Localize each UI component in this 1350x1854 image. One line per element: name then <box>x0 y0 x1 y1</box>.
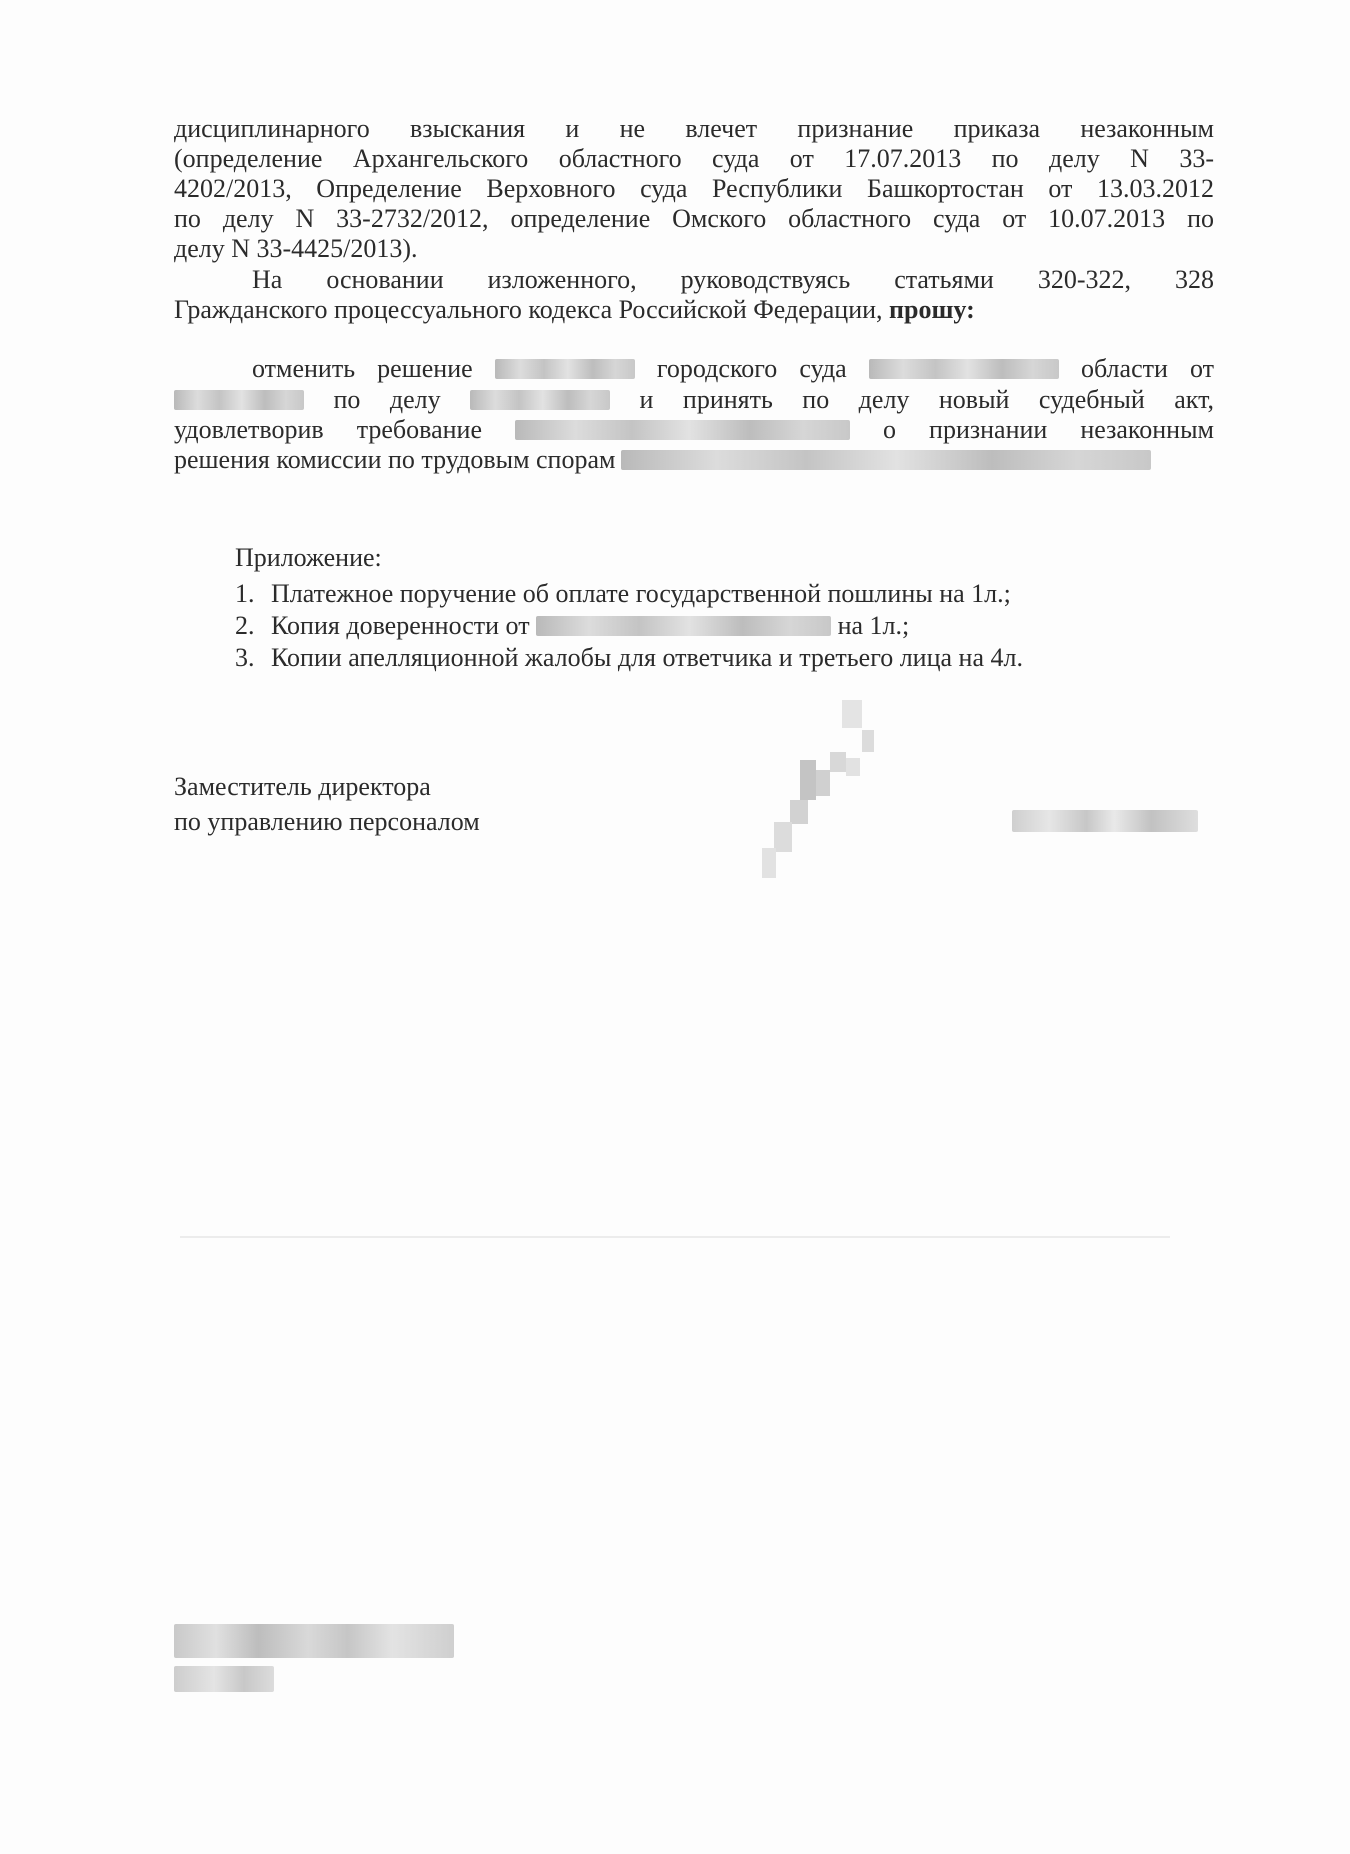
signer-position-line1: Заместитель директора <box>174 772 431 801</box>
attachment-number: 1. <box>235 579 255 608</box>
attachment-item <box>235 578 1011 610</box>
redacted-claimant-name <box>515 420 850 440</box>
request-text: по делу <box>333 385 441 414</box>
redacted-region-name <box>869 359 1059 379</box>
request-text: о признании незаконным <box>883 415 1214 444</box>
attachment-text: Копия доверенности от <box>271 611 530 640</box>
request-text: области от <box>1080 354 1215 383</box>
request-text: удовлетворив требование <box>174 415 482 444</box>
signer-position-line2: по управлению персоналом <box>174 807 480 836</box>
request-line <box>174 444 1214 476</box>
attachment-number: 3. <box>235 643 255 672</box>
request-text: отменить решение <box>252 354 473 383</box>
attachment-item <box>235 610 909 642</box>
paragraph-text: Гражданского процессуального кодекса Российской Федерации, <box>174 295 890 324</box>
request-line <box>174 414 1214 446</box>
request-text: решения комиссии по трудовым спорам <box>174 445 616 474</box>
paragraph-line: делу N 33-4425/2013). <box>174 234 418 263</box>
attachment-text: Копии апелляционной жалобы для ответчика и третьего лица на 4л. <box>271 643 1023 672</box>
paragraph-line: (определение Архангельского областного суда от 17.07.2013 по делу N 33- <box>174 144 1214 173</box>
redacted-power-of-attorney-date <box>536 616 831 636</box>
request-line <box>252 353 1214 385</box>
redacted-date <box>174 390 304 410</box>
paragraph-line: На основании изложенного, руководствуясь статьями 320-322, 328 <box>252 265 1214 294</box>
paragraph-line: дисциплинарного взыскания и не влечет признание приказа незаконным <box>174 114 1214 143</box>
attachment-item <box>235 642 1023 674</box>
attachment-number: 2. <box>235 611 255 640</box>
request-keyword: прошу: <box>889 295 975 324</box>
redacted-signer-name <box>1012 810 1198 832</box>
scan-artifact-line <box>180 1236 1170 1238</box>
paragraph-line: по делу N 33-2732/2012, определение Омского областного суда от 10.07.2013 по <box>174 204 1214 233</box>
redacted-court-name <box>495 359 635 379</box>
request-text: городского суда <box>656 354 847 383</box>
paragraph-line: 4202/2013, Определение Верховного суда Республики Башкортостан от 13.03.2012 <box>174 174 1214 203</box>
attachment-text: Платежное поручение об оплате государственной пошлины на 1л.; <box>271 579 1011 608</box>
attachments-heading: Приложение: <box>235 543 382 572</box>
request-text: и принять по делу новый судебный акт, <box>639 385 1214 414</box>
redacted-case-number <box>470 390 610 410</box>
paragraph-line <box>174 294 1214 326</box>
attachment-text: на 1л.; <box>837 611 910 640</box>
redacted-commission-name <box>621 450 1151 470</box>
request-line <box>174 384 1214 416</box>
